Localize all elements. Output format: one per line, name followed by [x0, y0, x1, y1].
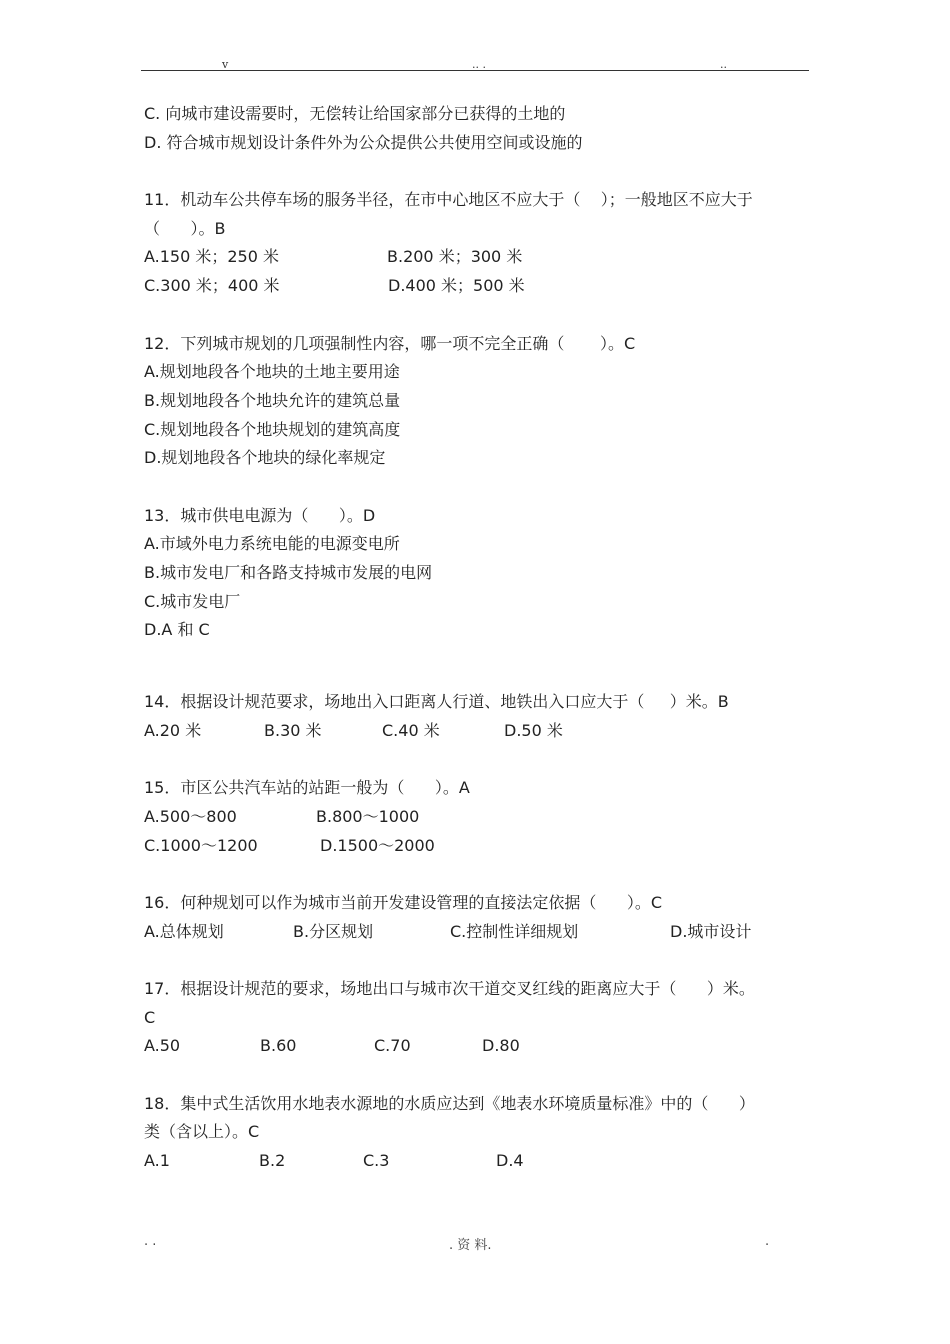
option-line: D. 符合城市规划设计条件外为公众提供公共使用空间或设施的 — [144, 132, 583, 152]
option-d: D.A 和 C — [144, 620, 210, 640]
option-a: A.总体规划 — [144, 921, 224, 941]
question-11: 11．机动车公共停车场的服务半径，在市中心地区不应大于（ ）；一般地区不应大于 — [144, 190, 753, 210]
option-a: A.50 — [144, 1036, 181, 1056]
option-d: D.4 — [496, 1151, 524, 1171]
option-d: D.400 米；500 米 — [388, 276, 525, 296]
question-17: 17．根据设计规范的要求，场地出口与城市次干道交叉红线的距离应大于（ ）米。 — [144, 978, 755, 998]
document-body — [144, 100, 814, 1176]
footer-right-mark: . — [765, 1234, 770, 1249]
option-b: B.2 — [259, 1151, 286, 1171]
option-c: C.城市发电厂 — [144, 591, 241, 611]
option-d: D.规划地段各个地块的绿化率规定 — [144, 448, 386, 468]
option-a: A.市域外电力系统电能的电源变电所 — [144, 534, 400, 554]
option-b: B.规划地段各个地块允许的建筑总量 — [144, 390, 401, 410]
option-c: C.控制性详细规划 — [450, 921, 579, 941]
header-rule — [141, 70, 809, 71]
option-b: B.200 米；300 米 — [387, 247, 523, 267]
option-b: B.800～1000 — [316, 806, 420, 826]
question-11-options-row2 — [144, 272, 814, 301]
option-b: B.30 米 — [264, 720, 322, 740]
option-a: A.20 米 — [144, 720, 202, 740]
option-c: C.40 米 — [382, 720, 440, 740]
option-d: D.80 — [482, 1036, 520, 1056]
question-17-options — [144, 1032, 814, 1061]
question-15: 15．市区公共汽车站的站距一般为（ ）。A — [144, 778, 470, 798]
option-c: C.1000～1200 — [144, 835, 258, 855]
option-d: D.城市设计 — [670, 921, 752, 941]
option-a: A.150 米；250 米 — [144, 247, 280, 267]
option-d: D.50 米 — [504, 720, 563, 740]
question-17-cont: C — [144, 1007, 156, 1027]
page-header — [0, 0, 950, 80]
question-15-options-row2 — [144, 832, 814, 861]
header-right-mark: .. — [720, 58, 727, 71]
option-a: A.规划地段各个地块的土地主要用途 — [144, 362, 400, 382]
option-d: D.1500～2000 — [320, 835, 435, 855]
question-16-options — [144, 918, 814, 947]
option-c: C.70 — [374, 1036, 411, 1056]
question-14: 14．根据设计规范要求，场地出入口距离人行道、地铁出入口应大于（ ）米。B — [144, 692, 729, 712]
option-c: C.3 — [363, 1151, 390, 1171]
option-b: B.60 — [260, 1036, 297, 1056]
option-c: C.规划地段各个地块规划的建筑高度 — [144, 419, 401, 439]
question-15-options-row1 — [144, 803, 814, 832]
header-center-mark: .. . — [472, 58, 486, 71]
question-14-options — [144, 717, 814, 746]
question-18: 18．集中式生活饮用水地表水源地的水质应达到《地表水环境质量标准》中的（ ） — [144, 1093, 755, 1113]
footer-center-text: . 资 料. — [449, 1238, 492, 1253]
question-16: 16．何种规划可以作为城市当前开发建设管理的直接法定依据（ ）。C — [144, 892, 663, 912]
question-18-options — [144, 1147, 814, 1176]
question-12: 12．下列城市规划的几项强制性内容，哪一项不完全正确（ ）。C — [144, 333, 636, 353]
option-a: A.500～800 — [144, 806, 237, 826]
option-b: B.城市发电厂和各路支持城市发展的电网 — [144, 563, 433, 582]
option-a: A.1 — [144, 1151, 170, 1171]
option-c: C.300 米；400 米 — [144, 276, 280, 296]
question-13: 13．城市供电电源为（ ）。D — [144, 505, 376, 525]
question-18-cont: 类（含以上）。C — [144, 1122, 260, 1142]
question-11-options-row1 — [144, 243, 814, 272]
header-left-mark: v — [222, 58, 229, 71]
footer-left-mark: . . — [144, 1234, 157, 1249]
option-b: B.分区规划 — [293, 921, 374, 941]
question-11-cont: （ ）。B — [144, 218, 226, 238]
option-line: C. 向城市建设需要时，无偿转让给国家部分已获得的土地的 — [144, 104, 566, 123]
